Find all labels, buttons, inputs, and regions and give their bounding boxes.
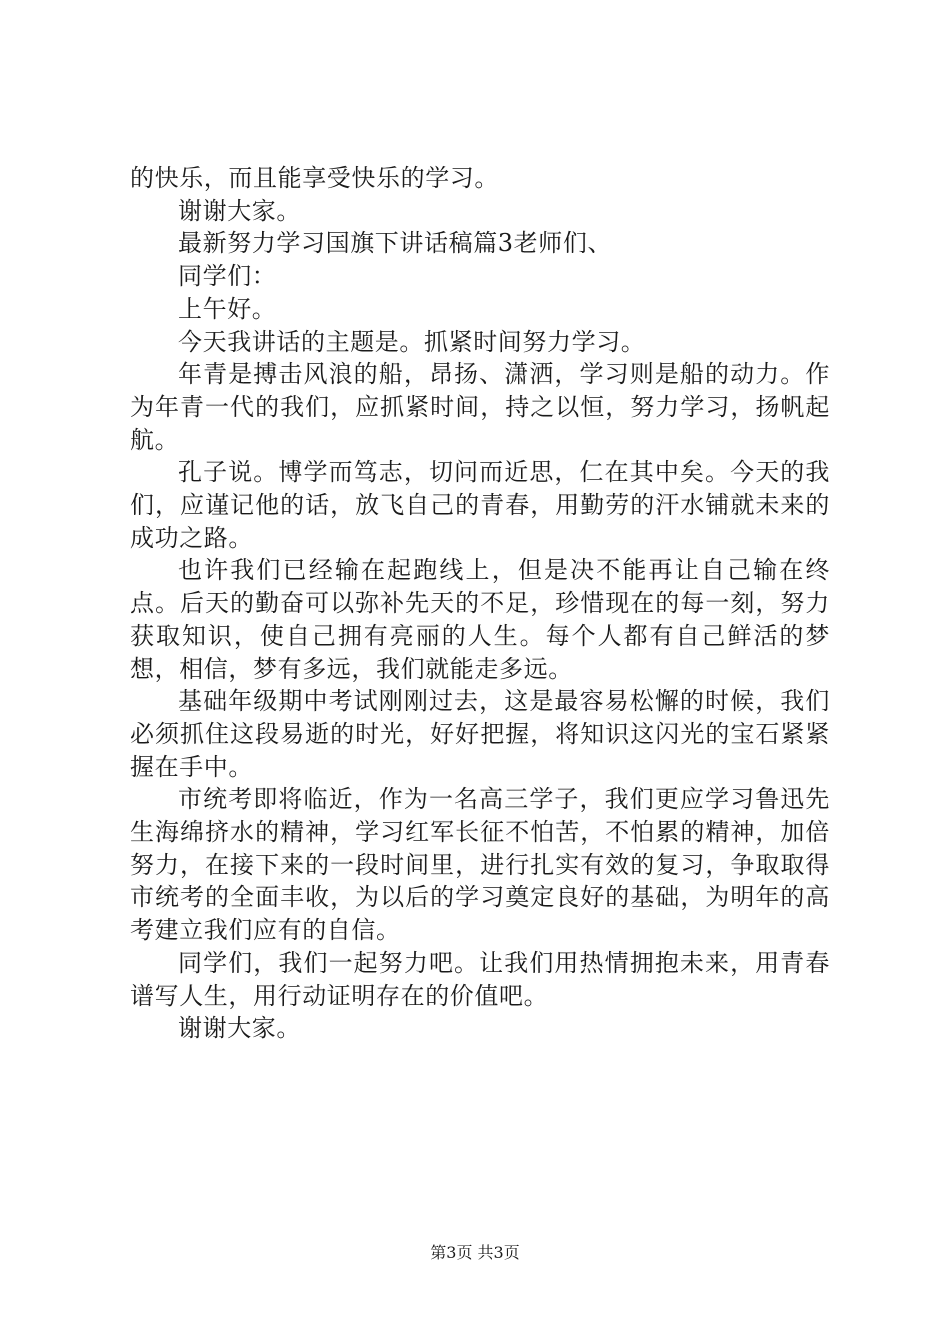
- paragraph-1: 的快乐，而且能享受快乐的学习。: [130, 164, 499, 192]
- paragraph-10: 基础年级期中考试刚刚过去，这是最容易松懈的时候，我们必须抓住这段易逝的时光，好好把握，将知识这闪光的宝石紧紧握在手中。: [130, 687, 830, 781]
- paragraph-6: 今天我讲话的主题是。抓紧时间努力学习。: [178, 327, 646, 356]
- paragraph-3: 最新努力学习国旗下讲话稿篇3老师们、: [178, 229, 613, 258]
- paragraph-2: 谢谢大家。: [178, 196, 301, 225]
- paragraph-12: 同学们，我们一起努力吧。让我们用热情拥抱未来，用青春谱写人生，用行动证明存在的价值吧。: [130, 948, 830, 1010]
- page-footer: [0, 1242, 950, 1264]
- paragraph-11: 市统考即将临近，作为一名高三学子，我们更应学习鲁迅先生海绵挤水的精神，学习红军长征不怕苦，不怕累的精神，加倍努力，在接下来的一段时间里，进行扎实有效的复习，争取取得市统考的全面丰收，为以后的学习奠定良好的基础，为明年的高考建立我们应有的自信。: [130, 785, 830, 945]
- paragraph-7: 年青是搏击风浪的船，昂扬、潇洒，学习则是船的动力。作为年青一代的我们，应抓紧时间，持之以恒，努力学习，扬帆起航。: [130, 360, 830, 454]
- paragraph-8: 孔子说。博学而笃志，切问而近思，仁在其中矣。今天的我们，应谨记他的话，放飞自己的青春，用勤劳的汗水铺就未来的成功之路。: [130, 458, 830, 552]
- page-number: 第3页 共3页: [430, 1243, 520, 1262]
- document-body: [130, 162, 830, 1045]
- paragraph-13: 谢谢大家。: [178, 1014, 301, 1043]
- paragraph-4: 同学们：: [178, 262, 277, 291]
- paragraph-5: 上午好。: [178, 294, 277, 323]
- paragraph-9: 也许我们已经输在起跑线上，但是决不能再让自己输在终点。后天的勤奋可以弥补先天的不足，珍惜现在的每一刻，努力获取知识，使自己拥有亮丽的人生。每个人都有自己鲜活的梦想，相信，梦有多远，我们就能走多远。: [130, 556, 830, 683]
